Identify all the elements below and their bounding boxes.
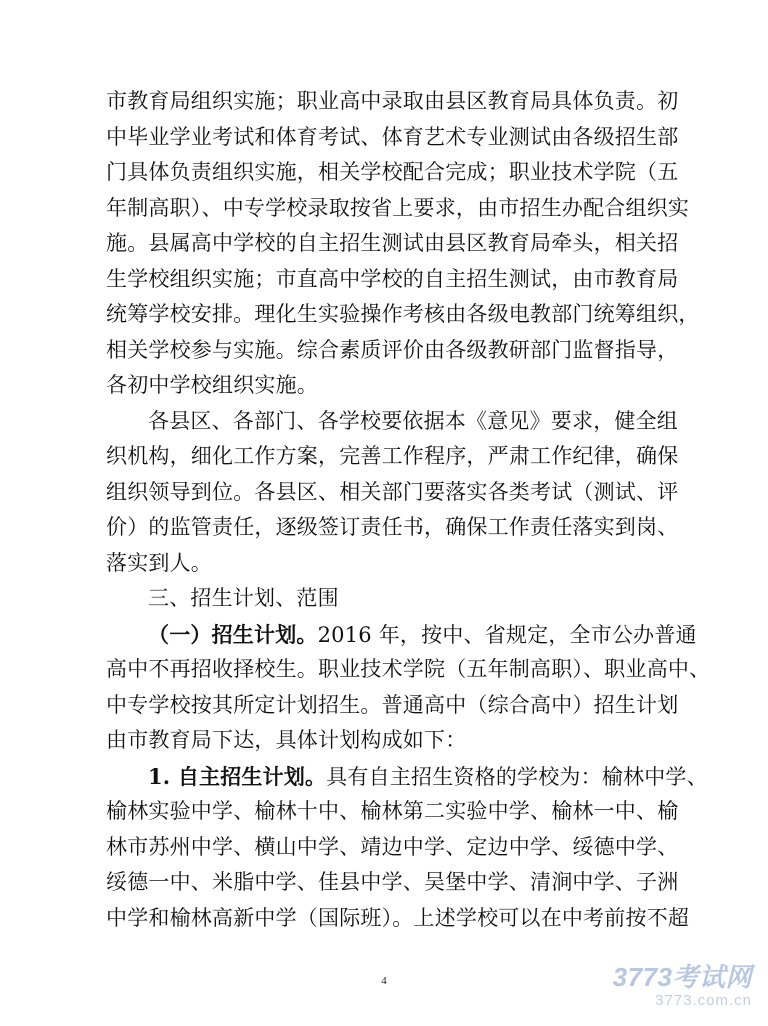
page-number: 4	[381, 975, 387, 987]
text-line: 织机构，细化工作方案，完善工作程序，严肃工作纪律，确保	[106, 444, 679, 468]
text-line: 相关学校参与实施。综合素质评价由各级教研部门监督指导，	[106, 337, 679, 362]
subsection-enrollment-plan	[106, 617, 711, 759]
text-line	[106, 617, 697, 653]
subsection-text: 2016 年，按中、省规定，全市公办普通	[317, 622, 697, 647]
text-line: 榆林实验中学、榆林十中、榆林第二实验中学、榆林一中、榆	[106, 799, 679, 823]
paragraph-1	[106, 84, 700, 404]
section-heading: 三、招生计划、范围	[148, 586, 339, 610]
subsection-independent-plan	[106, 759, 708, 937]
text-line: 门具体负责组织实施，相关学校配合完成；职业技术学院（五	[106, 160, 679, 184]
text-line: 各县区、各部门、各学校要依据本《意见》要求，健全组	[148, 408, 678, 433]
paragraph-2	[106, 404, 679, 582]
subsection-label: （一）招生计划。	[148, 621, 318, 647]
text-line: 中毕业学业考试和体育考试、体育艺术专业测试由各级招生部	[106, 124, 679, 149]
watermark-url: 3773.com.cn	[655, 992, 752, 1009]
text-line: 各初中学校组织实施。	[106, 373, 318, 397]
text-line: 中专学校按其所定计划招生。普通高中（综合高中）招生计划	[106, 692, 679, 717]
subsection-text: 具有自主招生资格的学校为：榆林中学、	[326, 764, 708, 789]
text-line: 高中不再招收择校生。职业技术学院（五年制高职）、职业高中、	[106, 657, 711, 681]
text-line: 中学和榆林高新中学（国际班）。上述学校可以在中考前按不超	[106, 905, 690, 930]
subsection-label: 1. 自主招生计划。	[148, 763, 327, 789]
text-line	[106, 759, 708, 795]
text-line: 由市教育局下达，具体计划构成如下：	[106, 728, 467, 752]
text-line: 组织领导到位。各县区、相关部门要落实各类考试（测试、评	[106, 479, 679, 504]
text-line: 林市苏州中学、横山中学、靖边中学、定边中学、绥德中学、	[106, 834, 679, 859]
text-line: 市教育局组织实施；职业高中录取由县区教育局具体负责。初	[106, 89, 679, 113]
site-watermark	[582, 962, 752, 1018]
text-line: 落实到人。	[106, 550, 212, 575]
text-line: 绥德一中、米脂中学、佳县中学、吴堡中学、清涧中学、子洲	[106, 870, 679, 894]
body-text	[106, 84, 711, 936]
text-line: 统筹学校安排。理化生实验操作考核由各级电教部门统筹组织，	[106, 302, 700, 326]
text-line: 生学校组织实施；市直高中学校的自主招生测试，由市教育局	[106, 266, 679, 291]
text-line: 年制高职）、中专学校录取按省上要求，由市招生办配合组织实	[106, 195, 690, 220]
text-line: 施。县属高中学校的自主招生测试由县区教育局牵头，相关招	[106, 231, 679, 255]
text-line: 价）的监管责任，逐级签订责任书，确保工作责任落实到岗、	[106, 515, 679, 539]
watermark-logo: 3773考试网	[612, 962, 752, 992]
